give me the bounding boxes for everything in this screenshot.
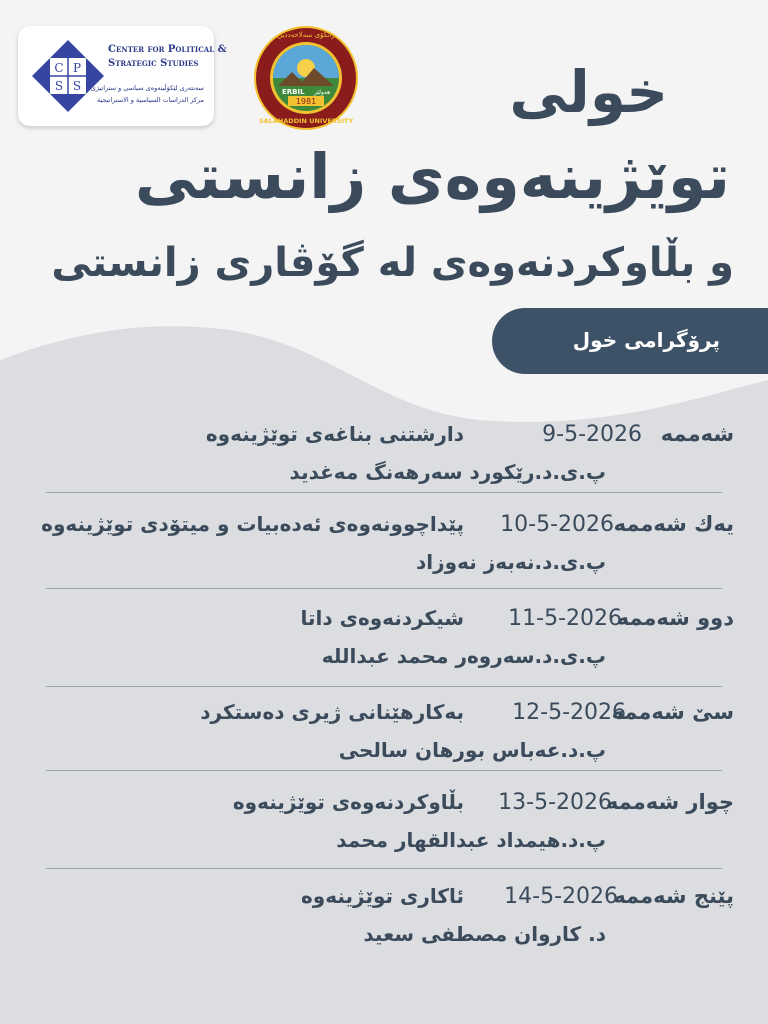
cpss-diamond-icon xyxy=(30,38,106,114)
program-label: پرۆگرامی خول xyxy=(572,328,720,352)
cpss-letter-s1: S xyxy=(54,79,64,93)
schedule-day: پێنج شەممە xyxy=(613,884,734,908)
schedule-date: 10-5-2026 xyxy=(500,512,614,537)
schedule-row xyxy=(34,790,734,858)
schedule-topic: دارشتنی بناغەی توێژینەوە xyxy=(205,422,464,446)
schedule-topic: پێداچوونەوەی ئەدەبیات و میتۆدی توێژینەوە xyxy=(41,512,464,536)
schedule-presenter: پ.ی.د.سەروەر محمد عبدالله xyxy=(321,644,606,668)
cpss-name-line1: Center for Political & xyxy=(108,44,227,55)
schedule-day: یەك شەممە xyxy=(613,512,734,536)
schedule-date: 14-5-2026 xyxy=(504,884,618,909)
schedule-row xyxy=(34,700,734,768)
schedule-divider xyxy=(46,686,722,687)
cpss-letter-p: P xyxy=(72,61,82,75)
schedule-row xyxy=(34,884,734,952)
schedule-date: 12-5-2026 xyxy=(512,700,626,725)
seal-university-name: SALAHADDIN UNIVERSITY xyxy=(258,117,354,125)
schedule-topic: ئاکاری توێژینەوە xyxy=(300,884,464,908)
schedule-presenter: پ.ی.د.رێکورد سەرهەنگ مەغدید xyxy=(289,460,606,484)
schedule-presenter: پ.ی.د.نەبەز نەوزاد xyxy=(416,550,606,574)
cpss-kurdish-name: سەنتەری لێکۆڵینەوەی سیاسی و ستراتیژی xyxy=(90,84,204,92)
schedule-topic: بەکارهێنانی ژیری دەستکرد xyxy=(200,700,464,724)
university-seal-logo xyxy=(252,24,360,132)
schedule-row xyxy=(34,422,734,490)
schedule-divider xyxy=(46,770,722,771)
schedule-topic: بڵاوکردنەوەی توێژینەوە xyxy=(232,790,464,814)
schedule-day: سێ شەممە xyxy=(611,700,734,724)
schedule-day: دوو شەممە xyxy=(616,606,734,630)
schedule-divider xyxy=(46,492,722,493)
schedule-row xyxy=(34,606,734,674)
schedule-divider xyxy=(46,588,722,589)
schedule-date: 13-5-2026 xyxy=(498,790,612,815)
cpss-name-line2: Strategic Studies xyxy=(108,58,199,69)
schedule-presenter: پ.د.عەباس بورهان سالحی xyxy=(338,738,606,762)
seal-year: 1981 xyxy=(295,97,317,106)
cpss-letter-c: C xyxy=(54,61,64,75)
schedule-date: 9-5-2026 xyxy=(542,422,642,447)
schedule-topic: شیکردنەوەی داتا xyxy=(300,606,464,630)
seal-city-ku: هەولێر xyxy=(314,89,331,96)
title-line3: و بڵاوکردنەوەی لە گۆڤاری زانستی xyxy=(51,240,734,286)
cpss-letter-s2: S xyxy=(72,79,82,93)
cpss-arabic-name: مركز الدراسات السياسية و الاستراتيجية xyxy=(97,96,204,104)
title-line2: توێژینەوەی زانستی xyxy=(134,140,730,213)
seal-city: ERBIL xyxy=(282,88,305,96)
program-label-pill xyxy=(492,308,768,374)
schedule-divider xyxy=(46,868,722,869)
schedule-day: چوار شەممە xyxy=(605,790,734,814)
schedule-presenter: د. کاروان مصطفی سعید xyxy=(363,922,606,946)
cpss-logo xyxy=(18,26,227,126)
title-line1: خولی xyxy=(509,58,668,126)
schedule-date: 11-5-2026 xyxy=(508,606,622,631)
schedule-day: شەممە xyxy=(660,422,734,446)
seal-top-text: زانكۆی سەلاحەددین xyxy=(277,31,335,39)
schedule-row xyxy=(34,512,734,580)
schedule-presenter: پ.د.هیمداد عبدالقهار محمد xyxy=(336,828,606,852)
